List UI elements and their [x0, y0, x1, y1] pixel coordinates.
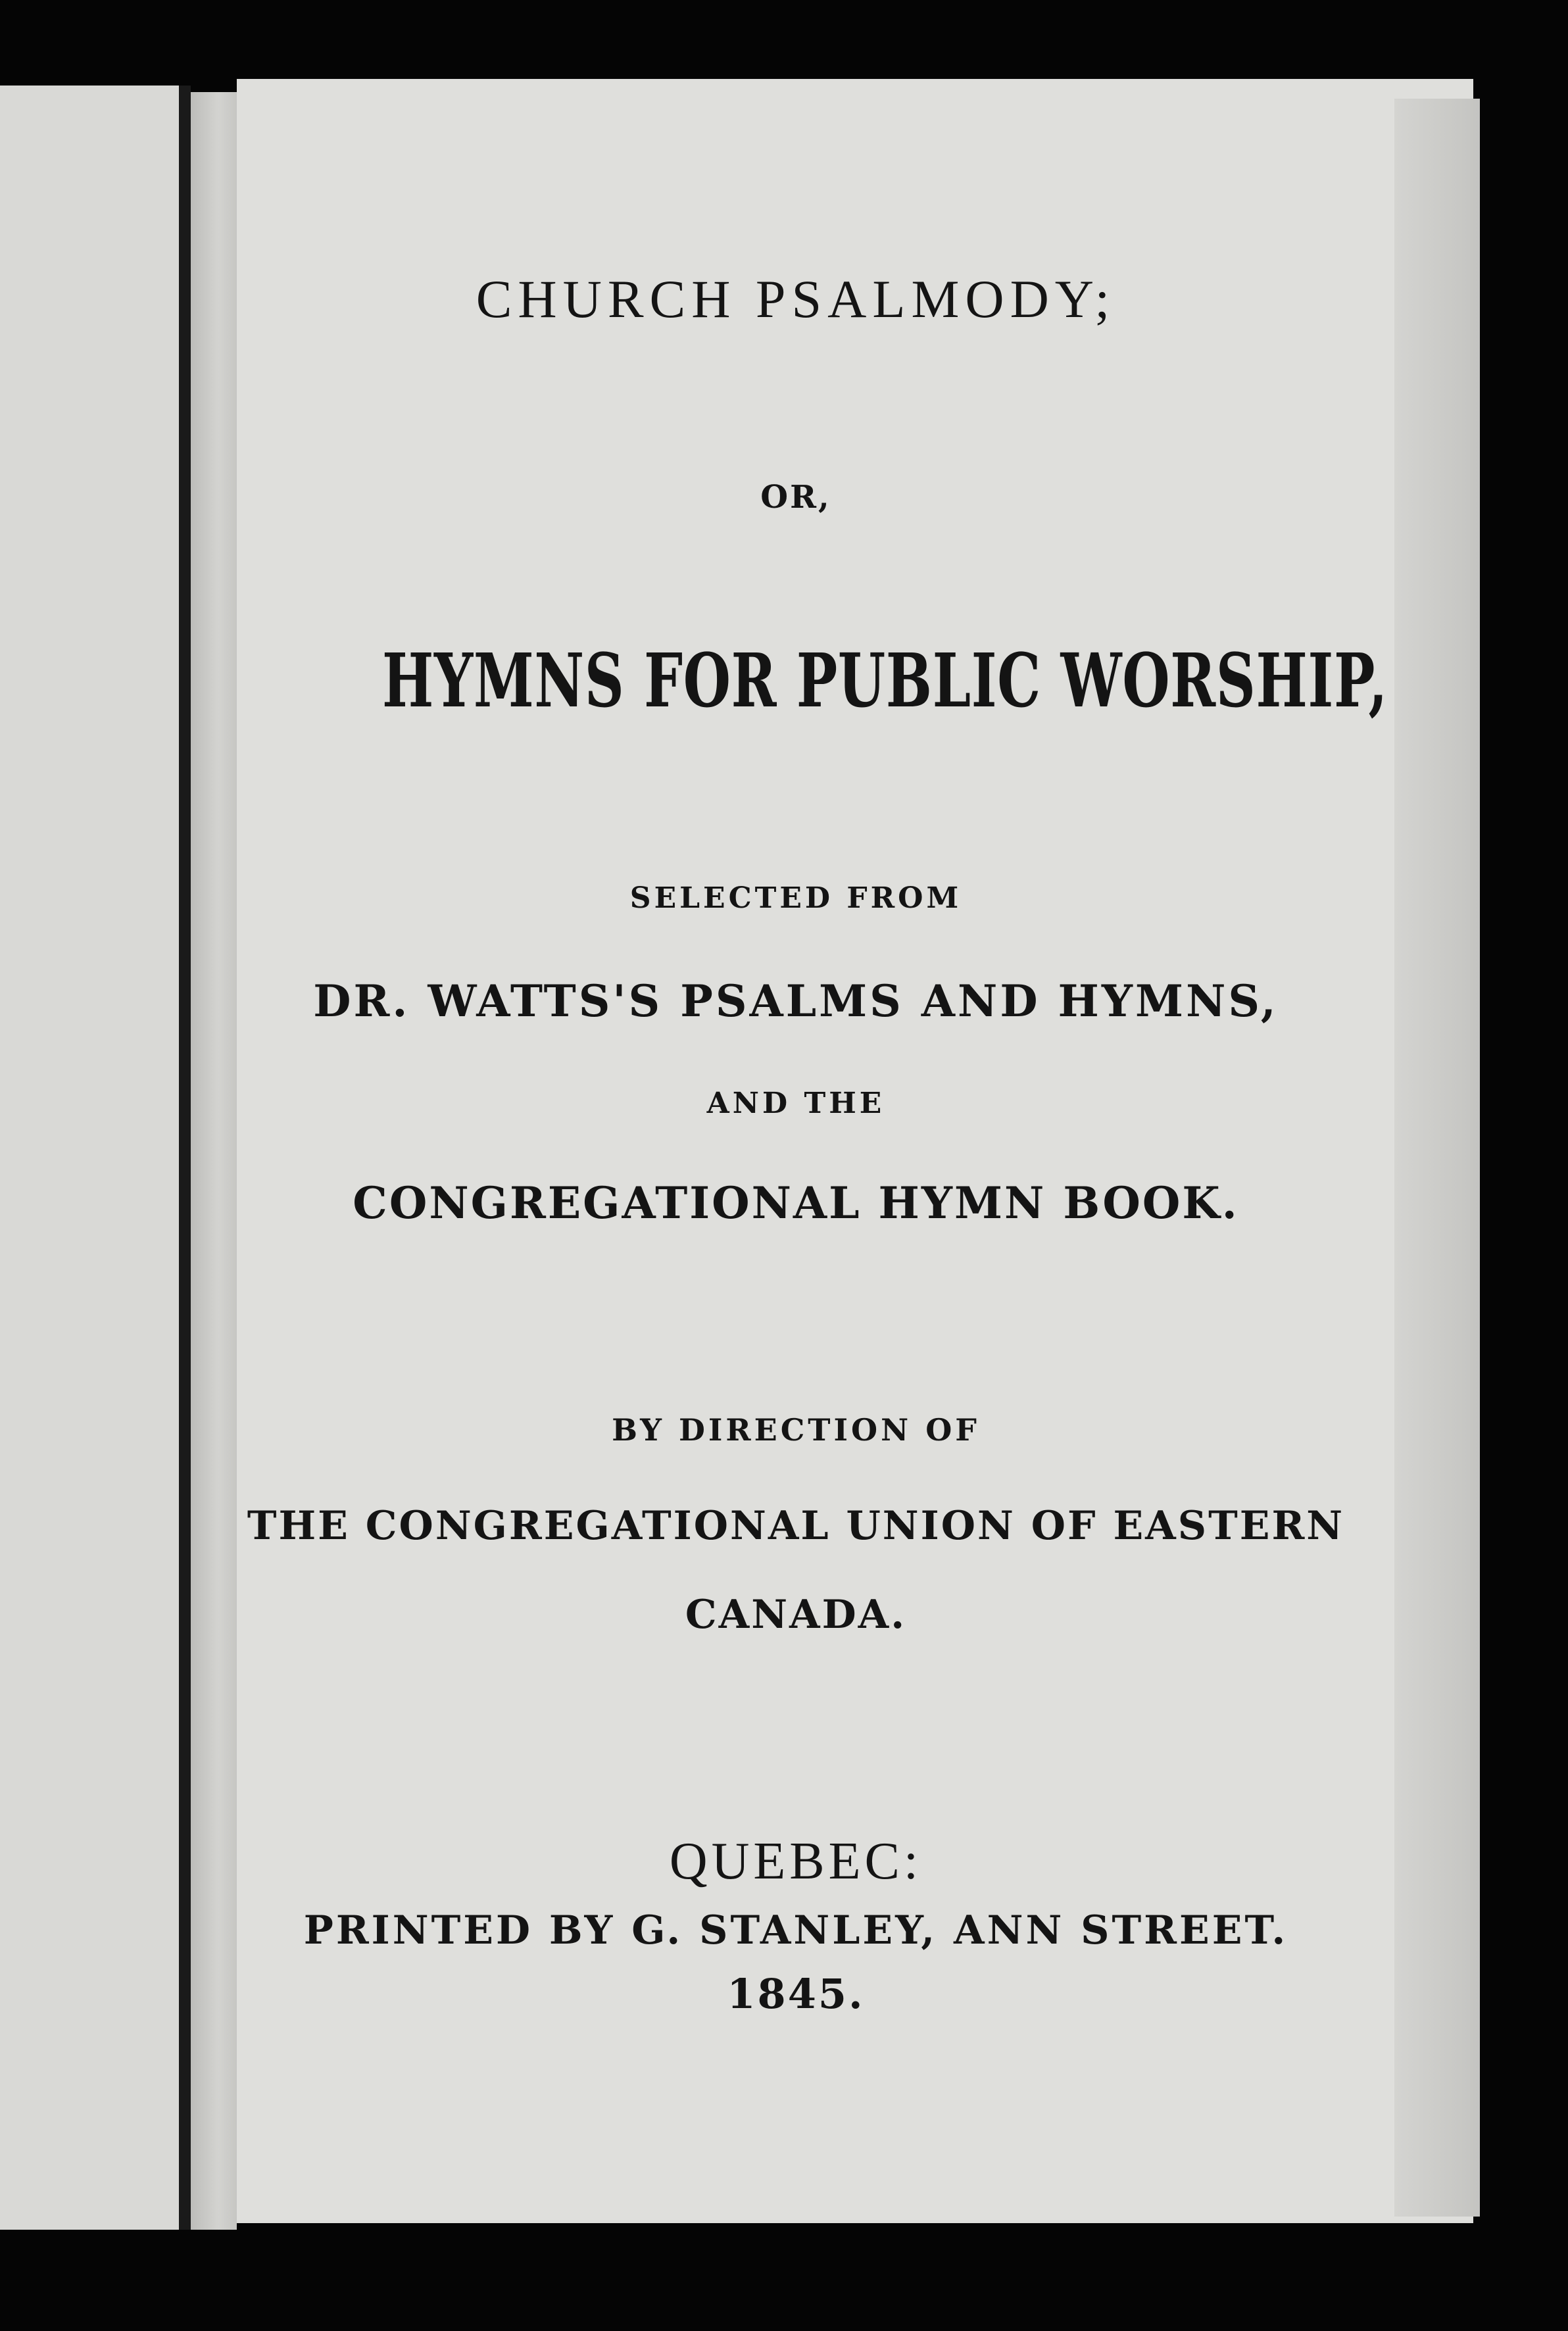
publication-place: QUEBEC: — [669, 1832, 923, 1890]
page-right-edge — [1394, 99, 1480, 2217]
by-direction-label: BY DIRECTION OF — [612, 1412, 980, 1448]
authority-line-1: THE CONGREGATIONAL UNION OF EASTERN — [247, 1503, 1345, 1549]
book-subtitle: HYMNS FOR PUBLIC WORSHIP, — [382, 638, 1388, 724]
source-hymn-book: CONGREGATIONAL HYMN BOOK. — [353, 1177, 1239, 1229]
title-connector: OR, — [760, 479, 831, 516]
book-title: CHURCH PSALMODY; — [476, 269, 1116, 329]
publication-year: 1845. — [727, 1970, 865, 2018]
facing-page-edge — [0, 86, 179, 2230]
source-watts: DR. WATTS'S PSALMS AND HYMNS, — [313, 975, 1279, 1027]
authority-line-2: CANADA. — [685, 1592, 907, 1638]
and-the-label: AND THE — [706, 1087, 885, 1120]
page-gutter — [191, 92, 237, 2230]
selected-from-label: SELECTED FROM — [629, 881, 962, 915]
binding-shadow — [179, 86, 191, 2230]
title-page — [237, 79, 1473, 2223]
printer-line: PRINTED BY G. STANLEY, ANN STREET. — [303, 1907, 1288, 1953]
